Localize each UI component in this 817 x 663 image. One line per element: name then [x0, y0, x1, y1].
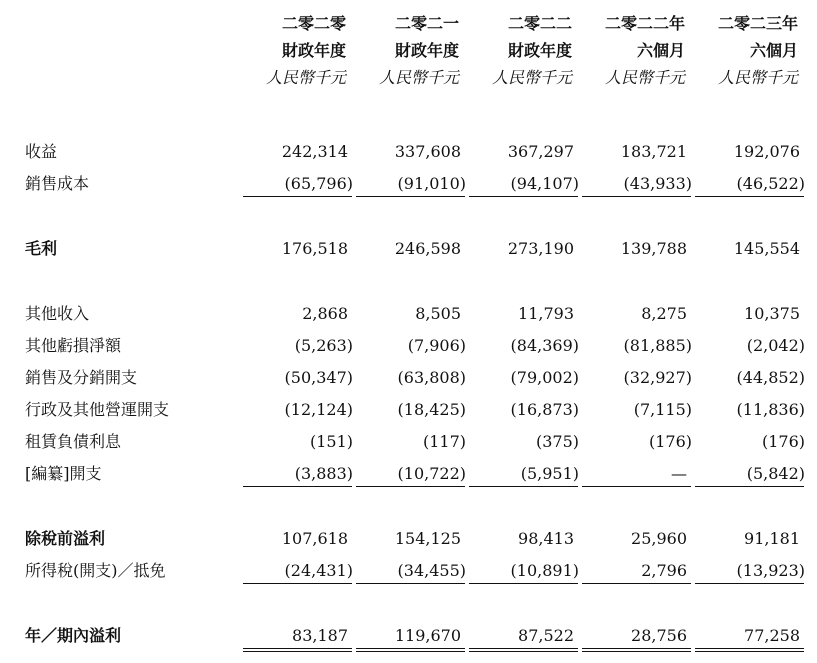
row-label: 其他收入 — [25, 304, 90, 323]
subtotal-rule — [695, 583, 804, 584]
value-cell: 11,793 — [518, 304, 574, 323]
column-header-year: 二零二一 — [394, 14, 459, 33]
value-cell: (2,042) — [746, 336, 805, 355]
value-cell: (7,906) — [407, 336, 466, 355]
subtotal-rule — [582, 196, 691, 197]
row-label: 所得稅(開支)／抵免 — [25, 561, 166, 580]
value-cell: 154,125 — [394, 529, 461, 548]
value-cell: (44,852) — [736, 368, 805, 387]
subtotal-rule — [582, 583, 691, 584]
table-row-cost-of-sales — [0, 172, 817, 196]
row-label: 收益 — [25, 142, 58, 161]
value-cell: (18,425) — [397, 400, 466, 419]
value-cell: (117) — [422, 432, 466, 451]
table-row-profit-for-period — [0, 624, 817, 648]
value-cell: (43,933) — [623, 174, 692, 193]
value-cell: (50,347) — [284, 368, 353, 387]
subtotal-rule — [243, 583, 352, 584]
value-cell: (13,923) — [736, 561, 805, 580]
column-header-period: 財政年度 — [507, 41, 572, 60]
table-row-gross-profit — [0, 237, 817, 261]
value-cell: 2,796 — [641, 561, 687, 580]
subtotal-rule — [582, 486, 691, 487]
row-label: 行政及其他營運開支 — [25, 400, 170, 419]
value-cell: 83,187 — [292, 626, 348, 645]
subtotal-rule — [469, 583, 578, 584]
value-cell: (5,951) — [520, 464, 579, 483]
subtotal-rule — [356, 196, 465, 197]
subtotal-rule — [469, 196, 578, 197]
value-cell: (10,722) — [397, 464, 466, 483]
row-label: [編纂]開支 — [25, 464, 102, 483]
total-double-rule — [695, 648, 804, 652]
column-header-fy2021 — [347, 10, 459, 91]
column-header-6m2022 — [573, 10, 685, 91]
value-cell: (63,808) — [397, 368, 466, 387]
value-cell: 107,618 — [281, 529, 348, 548]
row-label: 年／期內溢利 — [25, 626, 122, 645]
column-header-year: 二零二二 — [507, 14, 572, 33]
column-header-period: 財政年度 — [281, 41, 346, 60]
value-cell: 273,190 — [507, 239, 574, 258]
subtotal-rule — [469, 486, 578, 487]
column-header-year: 二零二三年 — [717, 14, 798, 33]
value-cell: 8,275 — [641, 304, 687, 323]
value-cell: 77,258 — [744, 626, 800, 645]
total-double-rule — [582, 648, 691, 652]
subtotal-rule — [243, 486, 352, 487]
value-cell: (151) — [309, 432, 353, 451]
column-header-unit: 人民幣千元 — [491, 68, 572, 87]
value-cell: 25,960 — [631, 529, 687, 548]
value-cell: (176) — [648, 432, 692, 451]
value-cell: 98,413 — [518, 529, 574, 548]
column-header-period: 財政年度 — [394, 41, 459, 60]
subtotal-rule — [356, 583, 465, 584]
value-cell: 10,375 — [744, 304, 800, 323]
value-cell: 337,608 — [394, 142, 461, 161]
value-cell: 176,518 — [281, 239, 348, 258]
column-header-year: 二零二二年 — [604, 14, 685, 33]
column-header-6m2023 — [686, 10, 798, 91]
value-cell: 87,522 — [518, 626, 574, 645]
value-cell: (5,263) — [294, 336, 353, 355]
table-row-redacted-expenses — [0, 462, 817, 486]
column-header-unit: 人民幣千元 — [604, 68, 685, 87]
value-cell: 8,505 — [415, 304, 461, 323]
row-label: 其他虧損淨額 — [25, 336, 122, 355]
value-cell: (32,927) — [623, 368, 692, 387]
value-cell: 145,554 — [733, 239, 800, 258]
table-row-income-tax — [0, 559, 817, 583]
value-cell: 119,670 — [394, 626, 461, 645]
column-header-fy2020 — [234, 10, 346, 91]
total-double-rule — [469, 648, 578, 652]
column-header-unit: 人民幣千元 — [265, 68, 346, 87]
table-row-selling-expenses — [0, 366, 817, 390]
row-label: 毛利 — [25, 239, 58, 258]
table-row-other-losses — [0, 334, 817, 358]
value-cell: (91,010) — [397, 174, 466, 193]
column-header-period: 六個月 — [749, 41, 798, 60]
value-cell: 183,721 — [620, 142, 687, 161]
value-cell: (3,883) — [294, 464, 353, 483]
column-header-fy2022 — [460, 10, 572, 91]
value-cell: 91,181 — [744, 529, 800, 548]
table-row-lease-interest — [0, 430, 817, 454]
row-label: 租賃負債利息 — [25, 432, 122, 451]
value-cell: (7,115) — [633, 400, 692, 419]
table-row-revenue — [0, 140, 817, 164]
row-label: 銷售及分銷開支 — [25, 368, 138, 387]
total-double-rule — [243, 648, 352, 652]
value-cell: (375) — [535, 432, 579, 451]
value-cell: (10,891) — [510, 561, 579, 580]
value-cell: (12,124) — [284, 400, 353, 419]
value-cell: (84,369) — [510, 336, 579, 355]
value-cell: — — [671, 464, 687, 483]
subtotal-rule — [695, 196, 804, 197]
value-cell: (11,836) — [736, 400, 805, 419]
value-cell: 367,297 — [507, 142, 574, 161]
value-cell: 192,076 — [733, 142, 800, 161]
value-cell: (79,002) — [510, 368, 579, 387]
value-cell: 242,314 — [281, 142, 348, 161]
row-label: 除稅前溢利 — [25, 529, 106, 548]
value-cell: 28,756 — [631, 626, 687, 645]
value-cell: (176) — [761, 432, 805, 451]
table-row-admin-expenses — [0, 398, 817, 422]
subtotal-rule — [695, 486, 804, 487]
column-header-year: 二零二零 — [281, 14, 346, 33]
total-double-rule — [356, 648, 465, 652]
column-header-unit: 人民幣千元 — [717, 68, 798, 87]
value-cell: (24,431) — [284, 561, 353, 580]
table-row-other-income — [0, 302, 817, 326]
value-cell: (34,455) — [397, 561, 466, 580]
value-cell: 246,598 — [394, 239, 461, 258]
table-row-profit-before-tax — [0, 527, 817, 551]
value-cell: (94,107) — [510, 174, 579, 193]
subtotal-rule — [356, 486, 465, 487]
value-cell: (81,885) — [623, 336, 692, 355]
column-header-period: 六個月 — [636, 41, 685, 60]
value-cell: (65,796) — [284, 174, 353, 193]
value-cell: (16,873) — [510, 400, 579, 419]
value-cell: 139,788 — [620, 239, 687, 258]
row-label: 銷售成本 — [25, 174, 90, 193]
value-cell: (5,842) — [746, 464, 805, 483]
value-cell: (46,522) — [736, 174, 805, 193]
column-header-unit: 人民幣千元 — [378, 68, 459, 87]
subtotal-rule — [243, 196, 352, 197]
value-cell: 2,868 — [302, 304, 348, 323]
